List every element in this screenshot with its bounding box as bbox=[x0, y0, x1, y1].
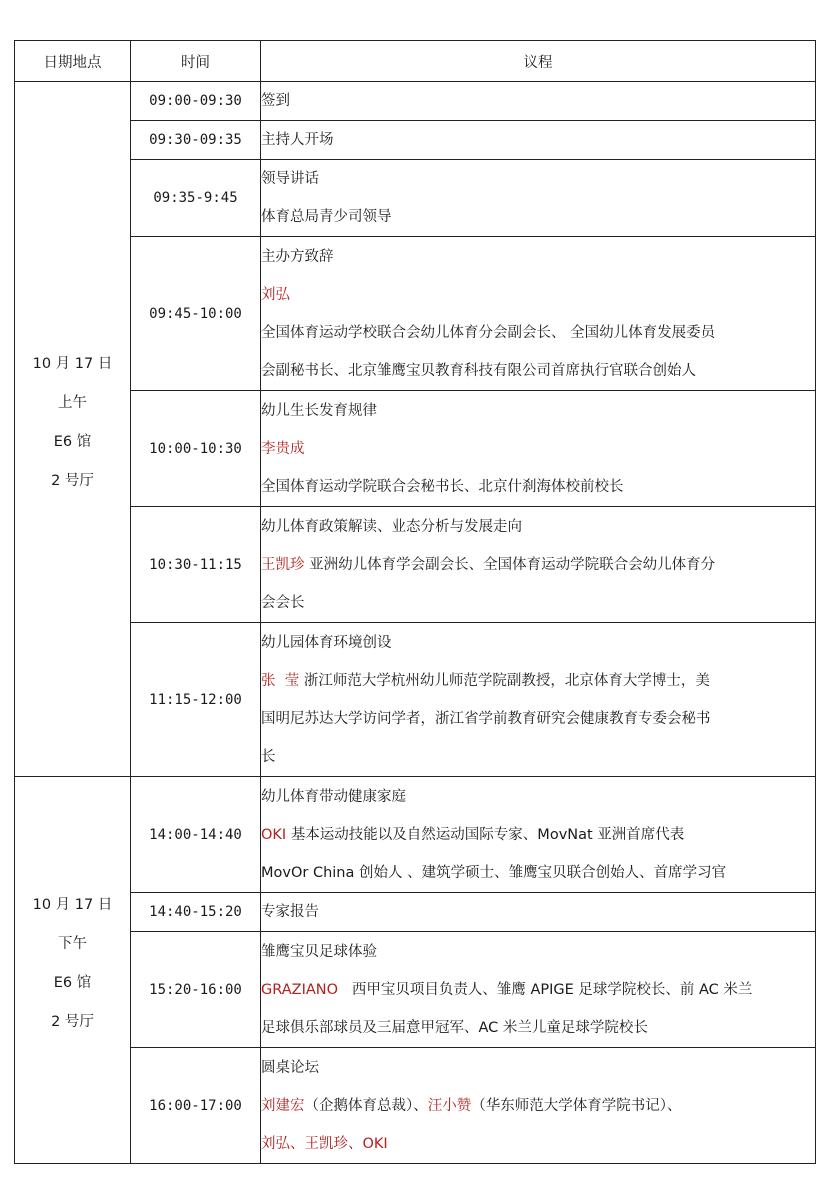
agenda-title: 幼儿体育政策解读、业态分析与发展走向 bbox=[261, 518, 522, 535]
agenda-cell bbox=[261, 932, 816, 1048]
time-cell: 09:45-10:00 bbox=[131, 237, 261, 391]
time-cell: 14:00-14:40 bbox=[131, 777, 261, 893]
place-period: 上午 bbox=[58, 395, 87, 411]
place-hall: E6 馆 bbox=[53, 975, 92, 991]
agenda-title: 幼儿体育带动健康家庭 bbox=[261, 788, 406, 805]
agenda-cell bbox=[261, 1048, 816, 1164]
agenda-cell bbox=[261, 507, 816, 623]
place-period: 下午 bbox=[58, 936, 87, 952]
speaker-name: 刘弘 bbox=[261, 286, 290, 303]
agenda-cell bbox=[261, 623, 816, 777]
table-row bbox=[15, 237, 816, 391]
speaker-names: 刘弘、王凯珍、OKI bbox=[261, 1135, 388, 1152]
speaker-name: GRAZIANO bbox=[261, 981, 339, 998]
agenda-desc: MovOr China 创始人 、建筑学硕士、雏鹰宝贝联合创始人、首席学习官 bbox=[261, 864, 727, 881]
agenda-cell bbox=[261, 82, 816, 121]
time-cell: 11:15-12:00 bbox=[131, 623, 261, 777]
speaker-name: 李贵成 bbox=[261, 440, 305, 457]
agenda-desc: 国明尼苏达大学访问学者，浙江省学前教育研究会健康教育专委会秘书 bbox=[261, 710, 711, 727]
agenda-cell bbox=[261, 893, 816, 932]
table-row bbox=[15, 893, 816, 932]
table-row bbox=[15, 391, 816, 507]
agenda-title: 幼儿园体育环境创设 bbox=[261, 634, 392, 651]
time-cell: 09:00-09:30 bbox=[131, 82, 261, 121]
agenda-desc: 长 bbox=[261, 748, 276, 765]
agenda-title: 幼儿生长发育规律 bbox=[261, 402, 377, 419]
table-row bbox=[15, 932, 816, 1048]
agenda-title: 圆桌论坛 bbox=[261, 1059, 319, 1076]
morning-place-cell bbox=[15, 82, 131, 777]
speaker-name: 张 莹 bbox=[261, 672, 300, 689]
time-cell: 10:00-10:30 bbox=[131, 391, 261, 507]
agenda-cell bbox=[261, 237, 816, 391]
agenda-desc: 全国体育运动学校联合会幼儿体育分会副会长、 全国幼儿体育发展委员 bbox=[261, 324, 716, 341]
agenda-speaker-line bbox=[261, 816, 815, 854]
agenda-desc: 基本运动技能以及自然运动国际专家、MovNat 亚洲首席代表 bbox=[290, 826, 685, 843]
time-cell: 15:20-16:00 bbox=[131, 932, 261, 1048]
speaker-name: OKI bbox=[261, 826, 287, 843]
table-row bbox=[15, 1048, 816, 1164]
speaker-role: （华东师范大学体育学院书记）、 bbox=[471, 1097, 682, 1114]
agenda-speaker-line bbox=[261, 546, 815, 584]
header-row bbox=[15, 41, 816, 82]
header-place: 日期地点 bbox=[15, 41, 131, 82]
agenda-cell bbox=[261, 777, 816, 893]
agenda-desc: 足球俱乐部球员及三届意甲冠军、AC 米兰儿童足球学院校长 bbox=[261, 1019, 648, 1036]
agenda-title: 签到 bbox=[261, 93, 290, 109]
agenda-desc: 会副秘书长、北京雏鹰宝贝教育科技有限公司首席执行官联合创始人 bbox=[261, 362, 696, 379]
agenda-speaker-line bbox=[261, 971, 815, 1009]
table-row bbox=[15, 777, 816, 893]
table-row bbox=[15, 623, 816, 777]
agenda-desc: 全国体育运动学院联合会秘书长、北京什刹海体校前校长 bbox=[261, 478, 624, 495]
time-cell: 14:40-15:20 bbox=[131, 893, 261, 932]
table-row bbox=[15, 160, 816, 237]
speaker-role: （企鹅体育总裁）、 bbox=[304, 1097, 428, 1114]
agenda-desc: 浙江师范大学杭州幼儿师范学院副教授，北京体育大学博士，美 bbox=[303, 672, 710, 689]
agenda-desc: 体育总局青少司领导 bbox=[261, 209, 392, 225]
agenda-desc: 亚洲幼儿体育学会副会长、全国体育运动学院联合会幼儿体育分 bbox=[309, 556, 716, 573]
table-row bbox=[15, 507, 816, 623]
table-row bbox=[15, 82, 816, 121]
afternoon-place-cell bbox=[15, 777, 131, 1164]
time-cell: 10:30-11:15 bbox=[131, 507, 261, 623]
place-room: 2 号厅 bbox=[51, 473, 94, 489]
agenda-title: 主持人开场 bbox=[261, 132, 334, 148]
place-hall: E6 馆 bbox=[53, 434, 92, 450]
header-time: 时间 bbox=[131, 41, 261, 82]
speaker-name: 刘建宏 bbox=[261, 1097, 305, 1114]
agenda-title: 专家报告 bbox=[261, 904, 319, 920]
agenda-title: 主办方致辞 bbox=[261, 248, 334, 265]
time-cell: 09:35-9:45 bbox=[131, 160, 261, 237]
table-row bbox=[15, 121, 816, 160]
agenda-table bbox=[14, 40, 816, 1164]
agenda-title: 领导讲话 bbox=[261, 171, 319, 187]
speaker-name: 王凯珍 bbox=[261, 556, 305, 573]
agenda-desc: 西甲宝贝项目负责人、雏鹰 APIGE 足球学院校长、前 AC 米兰 bbox=[351, 981, 753, 998]
roundtable-line bbox=[261, 1087, 815, 1125]
agenda-cell bbox=[261, 391, 816, 507]
agenda-title: 雏鹰宝贝足球体验 bbox=[261, 943, 377, 960]
place-date: 10 月 17 日 bbox=[32, 356, 113, 372]
time-cell: 16:00-17:00 bbox=[131, 1048, 261, 1164]
place-room: 2 号厅 bbox=[51, 1014, 94, 1030]
agenda-cell bbox=[261, 160, 816, 237]
agenda-speaker-line bbox=[261, 662, 815, 700]
time-cell: 09:30-09:35 bbox=[131, 121, 261, 160]
place-date: 10 月 17 日 bbox=[32, 897, 113, 913]
speaker-name: 汪小赞 bbox=[427, 1097, 472, 1114]
header-agenda: 议程 bbox=[261, 41, 816, 82]
agenda-desc: 会会长 bbox=[261, 594, 305, 611]
agenda-cell bbox=[261, 121, 816, 160]
